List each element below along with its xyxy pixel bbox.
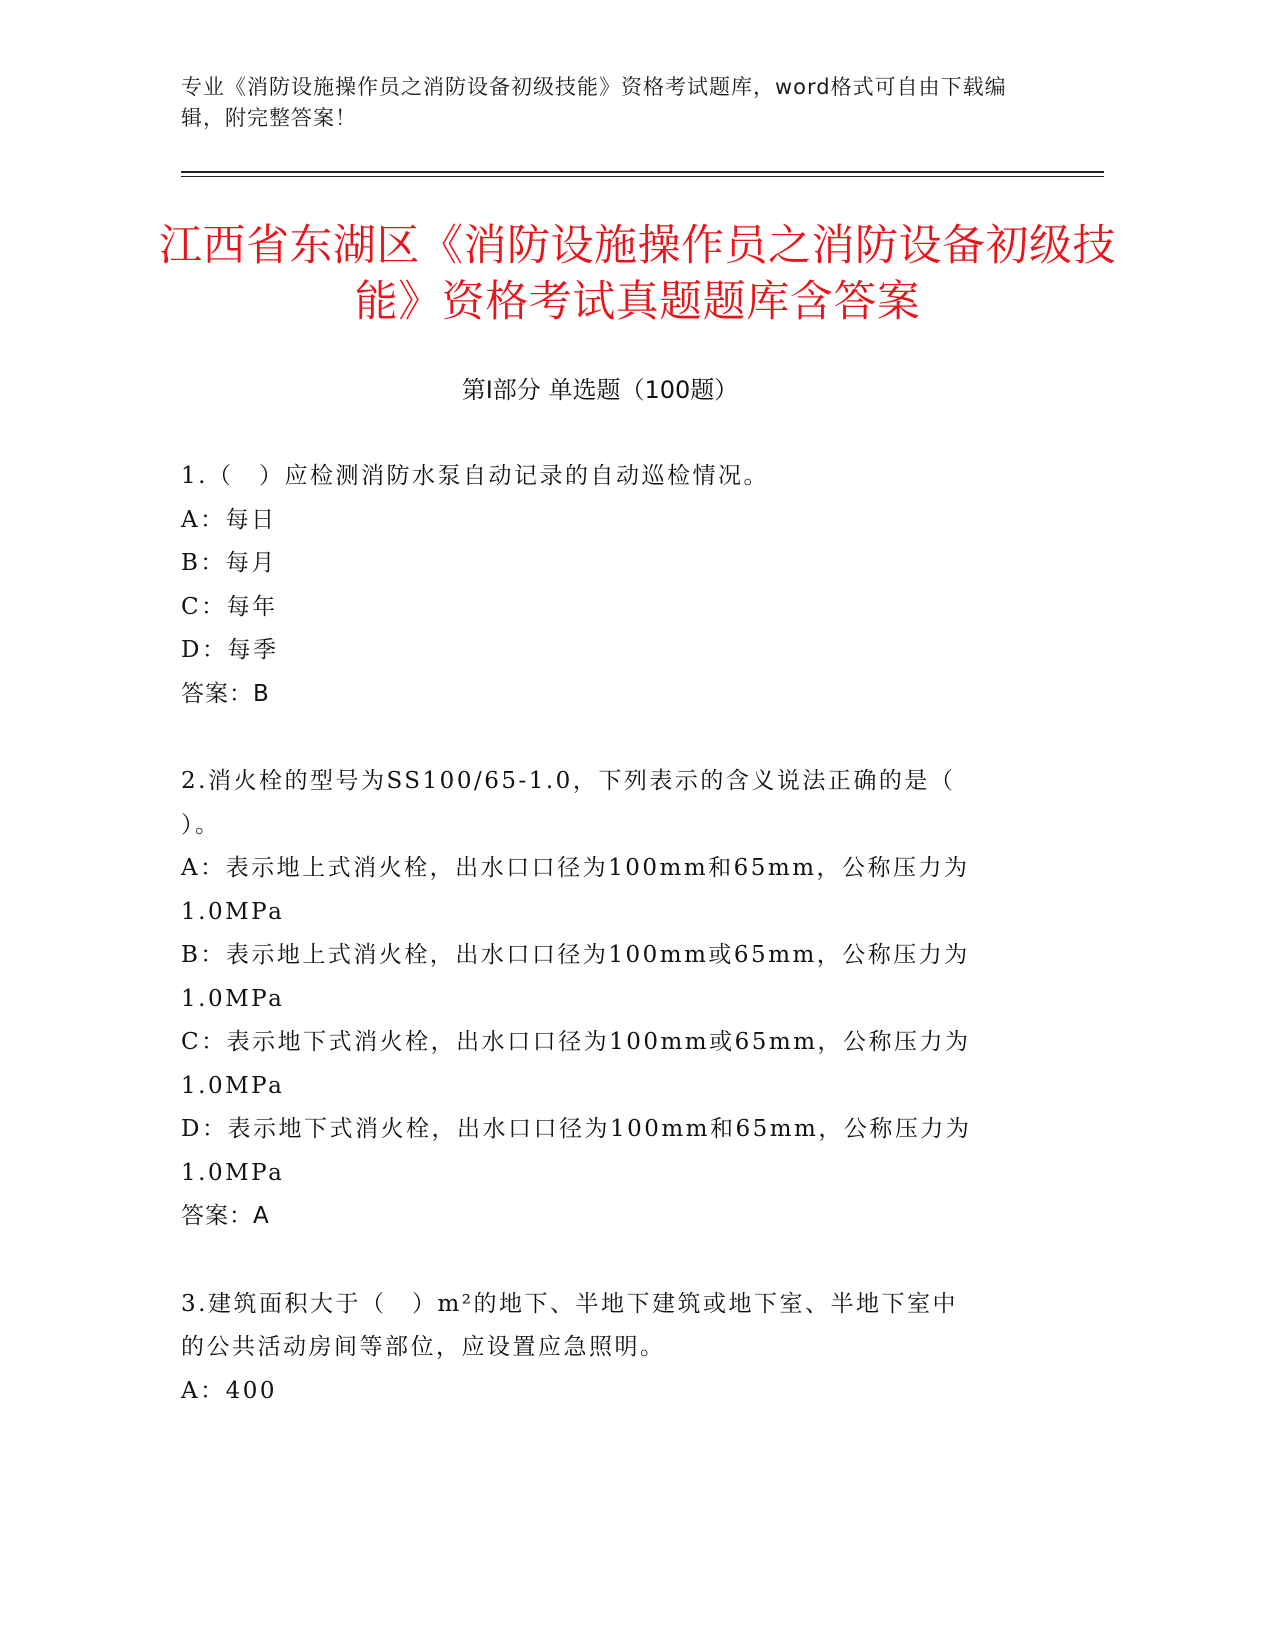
question-2-option-d-line-1: D：表示地下式消火栓，出水口口径为100mm和65mm，公称压力为 [181, 1116, 972, 1142]
question-2-option-a-line-2: 1.0MPa [181, 898, 285, 925]
question-1-option-b: B：每月 [181, 550, 277, 576]
question-2-option-b-line-2: 1.0MPa [181, 985, 285, 1012]
question-1-option-a: A：每日 [181, 506, 277, 533]
header-note: 专业《消防设施操作员之消防设备初级技能》资格考试题库，word格式可自由下载编辑，附完整答案！ [181, 75, 1007, 130]
question-3 [181, 1283, 1031, 1414]
question-1-answer: 答案：B [181, 680, 270, 707]
question-2-option-c-line-2: 1.0MPa [181, 1072, 285, 1099]
question-list [181, 455, 1031, 1413]
question-2-stem-line-1: 2.消火栓的型号为SS100/65-1.0，下列表示的含义说法正确的是（ [181, 768, 956, 794]
question-1-option-c: C：每年 [181, 593, 278, 620]
question-2 [181, 760, 1031, 1239]
question-2-option-b-line-1: B：表示地上式消火栓，出水口口径为100mm或65mm，公称压力为 [181, 942, 970, 968]
question-2-option-c-line-1: C：表示地下式消火栓，出水口口径为100mm或65mm，公称压力为 [181, 1029, 971, 1055]
question-2-option-a-line-1: A：表示地上式消火栓，出水口口径为100mm和65mm，公称压力为 [181, 855, 970, 881]
question-3-stem-line-2: 的公共活动房间等部位，应设置应急照明。 [181, 1334, 666, 1360]
question-1 [181, 455, 1031, 716]
question-2-answer: 答案：A [181, 1203, 270, 1229]
question-3-option-a: A：400 [181, 1377, 278, 1404]
question-1-option-d: D：每季 [181, 637, 279, 663]
question-3-stem-line-1: 3.建筑面积大于（ ）m²的地下、半地下建筑或地下室、半地下室中 [181, 1290, 958, 1317]
spacer [181, 1239, 1031, 1283]
question-2-option-d-line-2: 1.0MPa [181, 1159, 285, 1186]
question-2-stem-line-2: ）。 [181, 811, 221, 838]
question-1-stem: 1.（ ）应检测消防水泵自动记录的自动巡检情况。 [181, 463, 769, 489]
header-divider-thin [181, 176, 1104, 177]
section-title: 第Ⅰ部分 单选题（100题） [461, 376, 739, 404]
header-divider-thick [181, 171, 1104, 173]
document-title: 江西省东湖区《消防设施操作员之消防设备初级技能》资格考试真题题库含答案 [159, 221, 1116, 327]
spacer [181, 716, 1031, 760]
